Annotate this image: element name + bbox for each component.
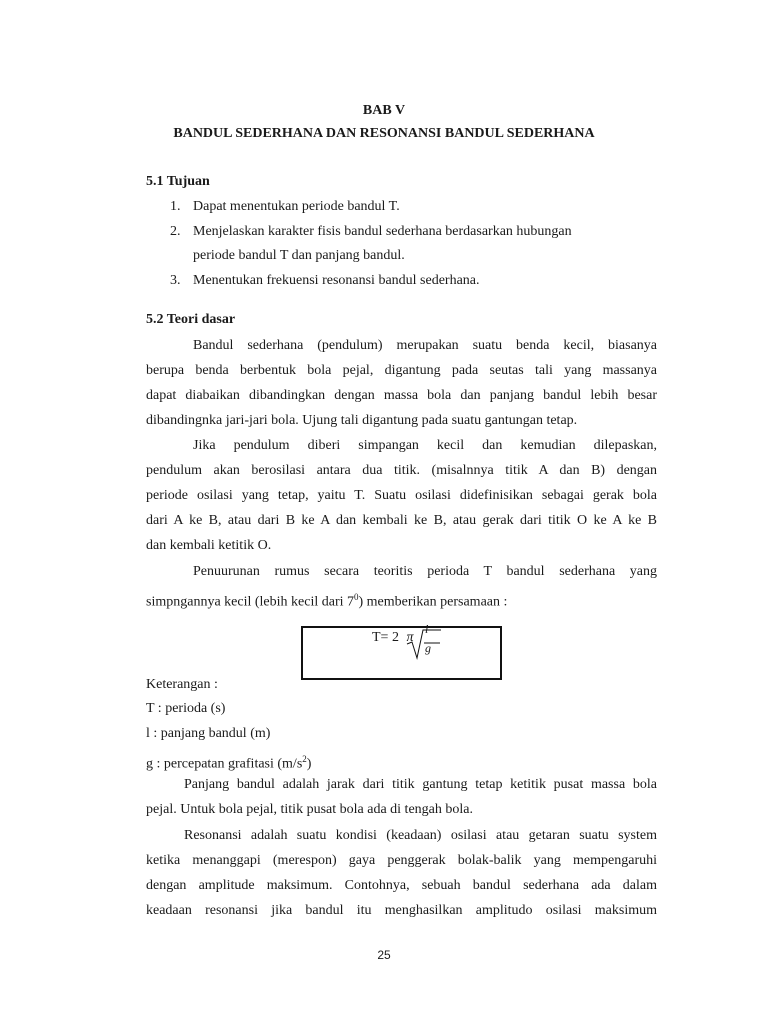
fraction-numerator: l	[425, 622, 429, 636]
pi-symbol: π	[406, 630, 414, 645]
list-item: Dapat menentukan periode bandul T.	[193, 199, 400, 214]
paragraph-line: periode osilasi yang tetap, yaitu T. Suatu osilasi didefinisikan sebagai gerak bola	[146, 488, 657, 503]
paragraph-line: pendulum akan berosilasi antara dua titik. (misalnnya titik A dan B) dengan	[146, 463, 657, 478]
paragraph-line: dan kembali ketitik O.	[146, 538, 272, 553]
fraction-denominator: g	[425, 641, 431, 655]
superscript: 2	[302, 754, 307, 764]
legend-item	[146, 749, 657, 775]
sqrt-fraction	[403, 622, 443, 662]
list-number: 3.	[170, 273, 181, 288]
superscript: 0	[354, 592, 359, 602]
legend-item: T : perioda (s)	[146, 701, 226, 716]
paragraph-line: Penuurunan rumus secara teoritis perioda T bandul sederhana yang	[193, 564, 657, 579]
list-item: Menjelaskan karakter fisis bandul sederhana berdasarkan hubungan	[193, 224, 572, 239]
paragraph-line: dengan amplitude maksimum. Contohnya, sebuah bandul sederhana ada dalam	[146, 878, 657, 893]
formula-lhs: T= 2	[372, 630, 399, 645]
paragraph-line: ketika menanggapi (merespon) gaya penggerak bolak-balik yang mempengaruhi	[146, 853, 657, 868]
sqrt-symbol-icon	[403, 628, 443, 662]
legend-item: l : panjang bandul (m)	[146, 726, 271, 741]
paragraph-line: dari A ke B, atau dari B ke A dan kembali ke B, atau gerak dari titik O ke A ke B	[146, 513, 657, 528]
paragraph-line: Jika pendulum diberi simpangan kecil dan kemudian dilepaskan,	[193, 438, 657, 453]
paragraph-line: keadaan resonansi jika bandul itu menghasilkan amplitudo osilasi maksimum	[146, 903, 657, 918]
text-segment: simpngannya kecil (lebih kecil dari 7	[146, 594, 354, 610]
text-segment: ) memberikan persamaan :	[358, 594, 508, 610]
paragraph-line: Panjang bandul adalah jarak dari titik gantung tetap ketitik pusat massa bola	[184, 777, 657, 792]
formula-box	[301, 622, 502, 680]
list-number: 2.	[170, 224, 181, 239]
list-item-continuation: periode bandul T dan panjang bandul.	[193, 248, 405, 263]
text-segment: g : percepatan grafitasi (m/s	[146, 756, 303, 772]
chapter-title: BANDUL SEDERHANA DAN RESONANSI BANDUL SEDERHANA	[173, 126, 595, 141]
text-segment: )	[306, 756, 312, 772]
paragraph-line: Bandul sederhana (pendulum) merupakan suatu benda kecil, biasanya	[193, 338, 657, 353]
page-number: 25	[377, 948, 391, 962]
paragraph-line: dibandingnka jari-jari bola. Ujung tali digantung pada suatu gantungan tetap.	[146, 413, 578, 428]
chapter-number: BAB V	[362, 103, 406, 118]
section-heading-tujuan: 5.1 Tujuan	[146, 174, 210, 189]
paragraph-line: Resonansi adalah suatu kondisi (keadaan) osilasi atau getaran suatu system	[184, 828, 657, 843]
list-item: Menentukan frekuensi resonansi bandul sederhana.	[193, 273, 480, 288]
paragraph-line: berupa benda berbentuk bola pejal, digantung pada seutas tali yang massanya	[146, 363, 657, 378]
paragraph-line	[146, 587, 657, 613]
paragraph-line: dapat diabaikan dibandingkan dengan massa bola dan panjang bandul lebih besar	[146, 388, 657, 403]
paragraph-line: pejal. Untuk bola pejal, titik pusat bola ada di tengah bola.	[146, 802, 473, 817]
list-number: 1.	[170, 199, 181, 214]
section-heading-teori: 5.2 Teori dasar	[146, 312, 236, 327]
legend-label: Keterangan :	[146, 677, 218, 692]
